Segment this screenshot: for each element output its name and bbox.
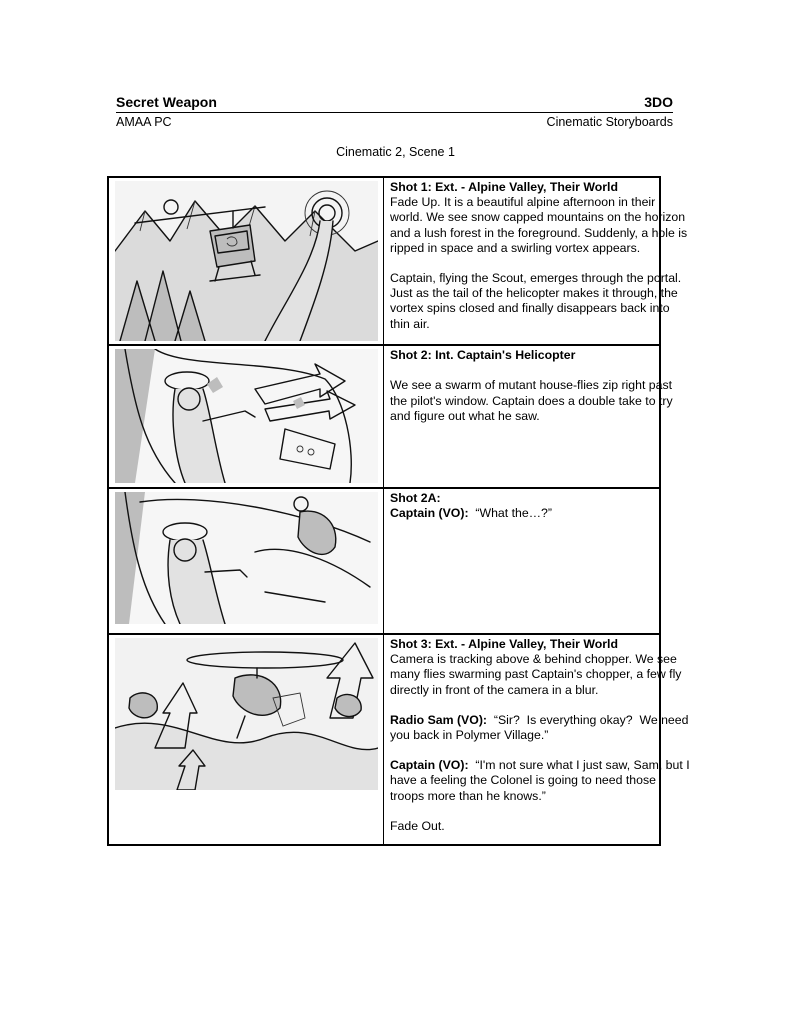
storyboard-table xyxy=(107,176,694,846)
shot-1-paragraph-2: Captain, flying the Scout, emerges through the portal. Just as the tail of the helicopter makes it through, the vortex spins closed and finally disappears back into thin air. xyxy=(390,271,682,331)
shot-3-heading: Shot 3: Ext. - Alpine Valley, Their World xyxy=(390,637,618,651)
storyboard-row-shot-1 xyxy=(109,178,688,346)
scene-title: Cinematic 2, Scene 1 xyxy=(336,145,455,159)
shot-1-image-cell xyxy=(109,178,384,344)
shot-2a-heading: Shot 2A: xyxy=(390,491,441,505)
shot-1-paragraph-1: Fade Up. It is a beautiful alpine afternoon in their world. We see snow capped mountains on the horizon and a lush forest in the foreground. Suddenly, a hole is ripped in space and a swirling vortex appears. xyxy=(390,195,688,255)
shot-2-heading: Shot 2: Int. Captain's Helicopter xyxy=(390,348,576,362)
shot-3-description xyxy=(390,637,694,849)
studio-name: 3DO xyxy=(644,94,673,110)
flies-swarming-chopper-sketch xyxy=(115,638,378,790)
storyboard-row-shot-2a xyxy=(109,489,659,635)
shot-3-image-cell xyxy=(109,635,384,844)
document-title: Secret Weapon xyxy=(116,94,217,110)
shot-3-speaker-2: Captain (VO): xyxy=(390,758,469,773)
shot-3-speaker-1: Radio Sam (VO): xyxy=(390,712,488,727)
shot-2-description xyxy=(390,348,690,439)
shot-2-image-cell xyxy=(109,346,384,487)
shot-2a-image-cell xyxy=(109,489,384,633)
shot-3-line-2: “I'm not sure what I just saw, Sam, but I have a feeling the Colonel is going to need those troops more than he knows.” xyxy=(390,758,694,803)
platform-label: AMAA PC xyxy=(116,115,172,129)
shot-1-description xyxy=(390,180,690,347)
pilot-double-take-sketch xyxy=(115,492,378,624)
cockpit-pilot-sketch xyxy=(115,349,378,483)
helicopter-vortex-sketch xyxy=(115,181,378,341)
shot-2a-speaker: Captain (VO): xyxy=(390,506,469,521)
shot-3-line-1: “Sir? Is everything okay? We need you back in Polymer Village.” xyxy=(390,712,692,743)
shot-3-paragraph-1: Camera is tracking above & behind chopper. We see many flies swarming past Captain's chopper, a few fly directly in front of the camera in a blur. xyxy=(390,652,682,697)
shot-2a-line: “What the…?” xyxy=(468,506,552,521)
shot-1-heading: Shot 1: Ext. - Alpine Valley, Their World xyxy=(390,180,618,194)
shot-2a-description xyxy=(390,491,690,536)
shot-2-paragraph-1: We see a swarm of mutant house-flies zip right past the pilot's window. Captain does a double take to try and figure out what he saw. xyxy=(390,378,673,423)
storyboard-row-shot-2 xyxy=(109,346,673,489)
shot-3-closing: Fade Out. xyxy=(390,818,445,833)
document-type: Cinematic Storyboards xyxy=(546,115,673,129)
header-rule xyxy=(116,112,673,113)
storyboard-row-shot-3 xyxy=(109,635,694,844)
